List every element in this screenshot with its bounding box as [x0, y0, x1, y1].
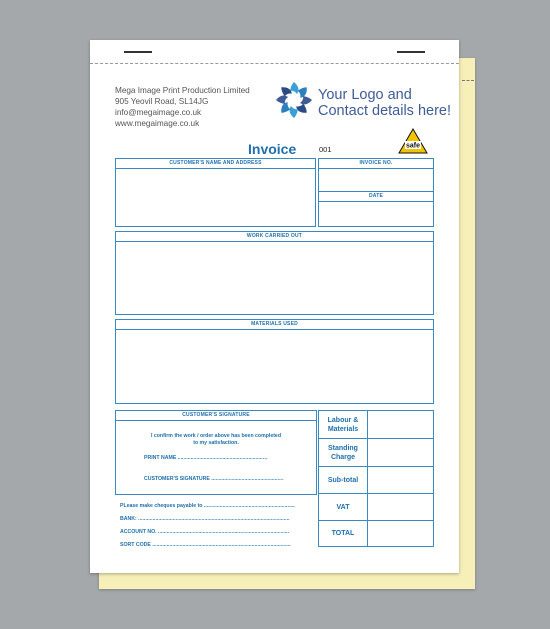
company-details	[115, 85, 250, 129]
confirmation-line-2: to my satisfaction.	[193, 440, 239, 446]
cheques-payable-field[interactable]: PLease make cheques payable to ...............................................................	[120, 503, 295, 509]
work-carried-out-header: WORK CARRIED OUT	[116, 232, 433, 242]
labour-materials-label: Labour & Materials	[319, 411, 368, 438]
company-name: Mega Image Print Production Limited	[115, 86, 250, 95]
invoice-sheet	[90, 40, 459, 573]
account-number-field[interactable]: ACCOUNT NO. ...........................................................................................	[120, 529, 290, 535]
sort-code-field[interactable]: SORT CODE ................................................................................................	[120, 542, 291, 548]
logo-placeholder-text	[318, 87, 451, 119]
total-value[interactable]	[368, 521, 433, 546]
customer-address-header: CUSTOMER'S NAME AND ADDRESS	[116, 159, 315, 169]
subtotal-value[interactable]	[368, 467, 433, 493]
confirmation-text	[116, 433, 316, 447]
customer-signature-header: CUSTOMER'S SIGNATURE	[116, 411, 316, 421]
perforation-mark	[462, 80, 474, 81]
gas-safe-badge-icon	[398, 128, 428, 154]
company-email: info@megaimage.co.uk	[115, 108, 202, 117]
materials-used-header: MATERIALS USED	[116, 320, 433, 330]
standing-charge-value[interactable]	[368, 439, 433, 466]
company-website: www.megaimage.co.uk	[115, 119, 200, 128]
logo-line-1: Your Logo and	[318, 87, 412, 103]
standing-charge-label: Standing Charge	[319, 439, 368, 466]
company-address: 905 Yeovil Road, SL14JG	[115, 97, 209, 106]
invoice-no-field[interactable]	[319, 168, 433, 191]
bank-field[interactable]: BANK: .........................................................................................................	[120, 516, 290, 522]
invoice-number: 001	[319, 145, 332, 154]
subtotal-label: Sub-total	[319, 467, 368, 493]
confirmation-line-1: I confirm the work / order above has been completed	[150, 433, 281, 439]
date-field[interactable]	[319, 202, 433, 226]
vat-value[interactable]	[368, 494, 433, 520]
totals-table	[318, 410, 434, 547]
perforation-line	[90, 63, 459, 64]
vat-label: VAT	[319, 494, 368, 520]
invoice-info-box	[318, 158, 434, 227]
customer-address-box[interactable]	[115, 158, 316, 227]
total-label: TOTAL	[319, 521, 368, 546]
customer-signature-field[interactable]: CUSTOMER'S SIGNATURE ..................................................	[144, 476, 284, 482]
flower-logo-icon	[274, 80, 314, 120]
binding-slot-left	[124, 51, 152, 53]
badge-text: safe	[405, 142, 421, 150]
page-title: Invoice	[248, 141, 297, 157]
date-header: DATE	[319, 192, 433, 202]
print-name-field[interactable]: PRINT NAME ..............................................................	[144, 455, 268, 461]
materials-used-box[interactable]	[115, 319, 434, 404]
labour-materials-value[interactable]	[368, 411, 433, 438]
customer-signature-box	[115, 410, 317, 495]
invoice-no-header: INVOICE NO.	[319, 159, 433, 169]
binding-slot-right	[397, 51, 425, 53]
work-carried-out-box[interactable]	[115, 231, 434, 315]
logo-line-2: Contact details here!	[318, 103, 451, 119]
